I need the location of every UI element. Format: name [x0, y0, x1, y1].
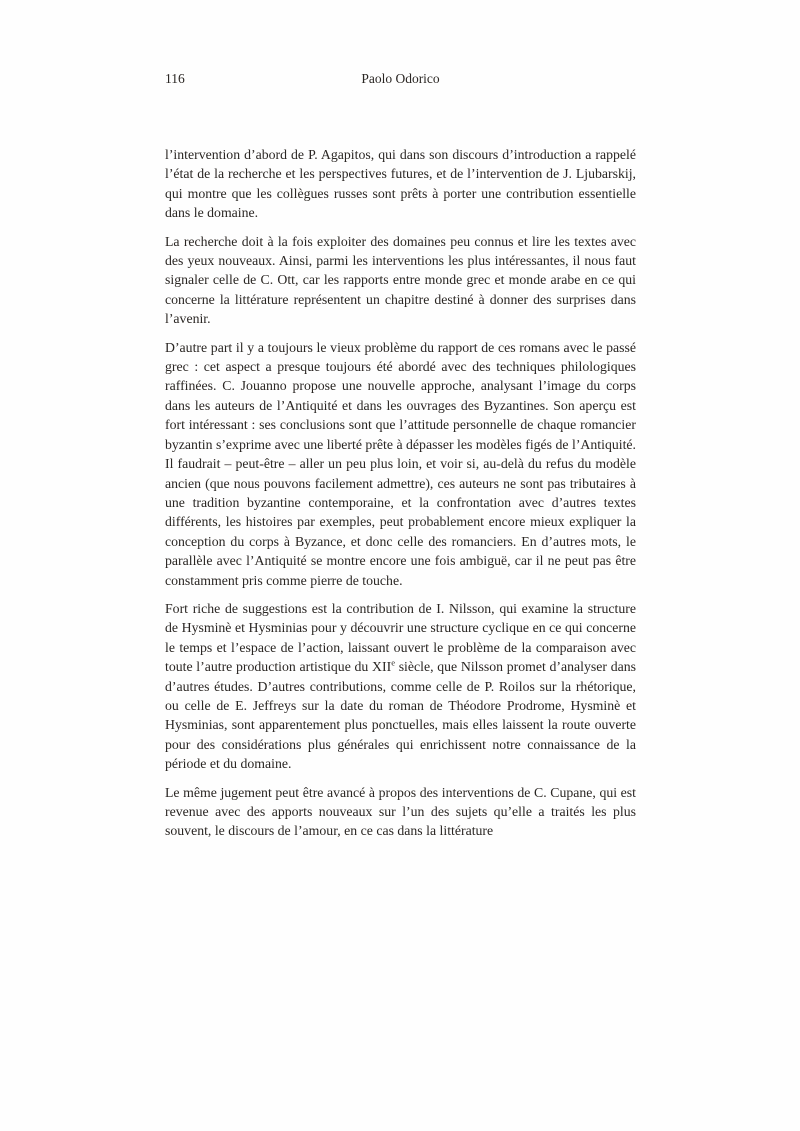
paragraph-4: [165, 599, 636, 774]
paragraph-1: l’intervention d’abord de P. Agapitos, qui dans son discours d’introduction a rappelé l’état de la recherche et les perspectives futures, et de l’intervention de J. Ljubarskij, qui montre que les collègues russes sont prêts à porter une contribution essentielle dans le domaine.: [165, 147, 636, 221]
paragraph-2: La recherche doit à la fois exploiter des domaines peu connus et lire les textes avec des yeux nouveaux. Ainsi, parmi les interventions les plus intéressantes, il nous faut signaler celle de C. Ott, car les rapports entre monde grec et monde arabe en ce qui concerne la littérature représentent un chapitre destiné à donner des surprises dans l’avenir.: [165, 233, 636, 327]
superscript-century-ordinal: e: [391, 657, 395, 668]
page-body: [165, 145, 636, 841]
running-header: [165, 70, 636, 88]
paragraph-3: D’autre part il y a toujours le vieux problème du rapport de ces romans avec le passé grec : cet aspect a presque toujours été abordé avec des techniques philologiques raffinées. C. Jouanno propose une nouvelle approche, analysant l’image du corps dans les auteurs de l’Antiquité et dans les ouvrages des Byzantines. Son aperçu est fort intéressant : ses conclusions sont que l’attitude personnelle de chaque romancier byzantin s’exprime avec une liberté prête à dépasser les modèles figés de l’Antiquité. Il faudrait – peut-être – aller un peu plus loin, et voir si, au-delà du refus du modèle ancien (que nous pouvons facilement admettre), ces auteurs ne sont pas tributaires à une tradition byzantine contemporaine, et la confrontation avec d’autres textes différents, les histoires par exemples, peut probablement encore mieux expliquer la conception du corps à Byzance, et donc celle des romanciers. En d’autres mots, le parallèle avec l’Antiquité se montre encore une fois ambiguë, car il ne peut pas être constamment pris comme pierre de touche.: [165, 339, 636, 588]
running-header-author: Paolo Odorico: [361, 71, 440, 86]
paragraph-4-text-after-superscript: siècle, que Nilsson promet d’analyser dans d’autres études. D’autres contributions, comme celle de P. Roilos sur la rhétorique, ou celle de E. Jeffreys sur la date du roman de Théodore Prodrome, Hysminè et Hysminias, sont apparentement plus ponctuelles, mais elles laissent la route ouverte pour des considérations plus générales qui enrichissent notre connaissance de la période et du domaine.: [165, 659, 636, 772]
paragraph-4-text-before-superscript: Fort riche de suggestions est la contribution de I. Nilsson, qui examine la structure de Hysminè et Hysminias pour y découvrir une structure cyclique en ce qui concerne le temps et l’espace de l’action, laissant ouvert le problème de la comparaison avec toute l’autre production artistique du XII: [165, 600, 636, 675]
page-number: 116: [165, 71, 185, 86]
paragraph-5: Le même jugement peut être avancé à propos des interventions de C. Cupane, qui est revenue avec des apports nouveaux sur l’un des sujets qu’elle a traités les plus souvent, le discours de l’amour, en ce cas dans la littérature: [165, 784, 636, 839]
